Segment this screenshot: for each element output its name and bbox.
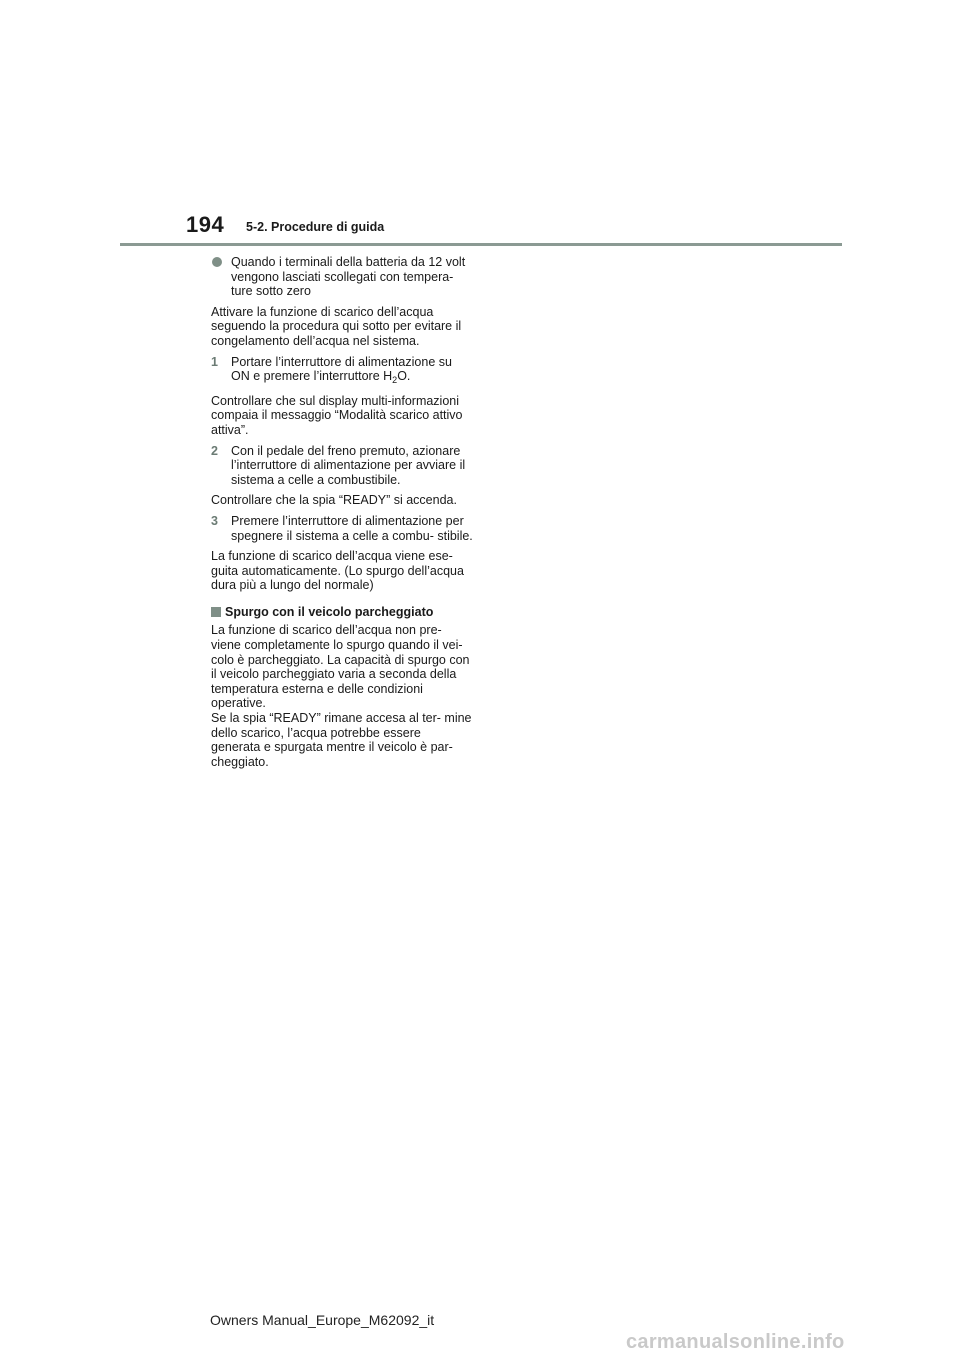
main-content <box>211 255 473 775</box>
bullet-dot-icon <box>212 257 222 267</box>
step-number: 3 <box>211 513 218 528</box>
bullet-text: Quando i terminali della batteria da 12 volt vengono lasciati scollegati con tempera- ture sotto zero <box>231 255 466 299</box>
subsection-paragraph-2: Se la spia “READY” rimane accesa al ter- mine dello scarico, l’acqua potrebbe essere generata e spurgata mentre il veicolo è par- cheggiato. <box>211 711 472 769</box>
bullet-item <box>211 255 473 299</box>
heading-text: Spurgo con il veicolo parcheggiato <box>225 604 434 619</box>
subsection-paragraph-1: La funzione di scarico dell’acqua non pre- viene completamente lo spurgo quando il vei- colo è parcheggiato. La capacità di spurgo con il veicolo parcheggiato varia a seconda della temperatura esterna e delle condizioni operative. <box>211 623 470 711</box>
step-3-note: La funzione di scarico dell’acqua viene ese- guita automaticamente. (Lo spurgo dell’acqua dura più a lungo del normale) <box>211 549 464 593</box>
step-2-note: Controllare che la spia “READY” si accenda. <box>211 493 457 508</box>
step-number: 1 <box>211 354 218 369</box>
step-text: Portare l’interruttore di alimentazione su ON e premere l’interruttore H <box>231 354 452 384</box>
step-number: 2 <box>211 443 218 458</box>
subscript: 2 <box>392 375 398 386</box>
step-1-note: Controllare che sul display multi-informazioni compaia il messaggio “Modalità scarico attivo attiva”. <box>211 393 463 437</box>
step-text-end: O. <box>397 369 411 384</box>
footer-manual-name: Owners Manual_Europe_M62092_it <box>210 1312 435 1328</box>
step-text: Con il pedale del freno premuto, azionare l’interruttore di alimentazione per avviare il sistema a celle a combustibile. <box>231 443 466 487</box>
section-title: 5-2. Procedure di guida <box>246 220 385 234</box>
subsection-heading <box>211 605 473 620</box>
watermark: carmanualsonline.info <box>626 1331 845 1353</box>
intro-paragraph: Attivare la funzione di scarico dell’acqua seguendo la procedura qui sotto per evitare il congelamento dell’acqua nel sistema. <box>211 304 462 348</box>
step-1 <box>211 355 473 388</box>
header-divider <box>120 243 842 246</box>
square-bullet-icon <box>211 607 221 617</box>
page-number: 194 <box>186 212 225 237</box>
step-3 <box>211 514 473 543</box>
step-text: Premere l’interruttore di alimentazione per spegnere il sistema a celle a combu- stibile. <box>231 513 473 543</box>
step-2 <box>211 444 473 488</box>
